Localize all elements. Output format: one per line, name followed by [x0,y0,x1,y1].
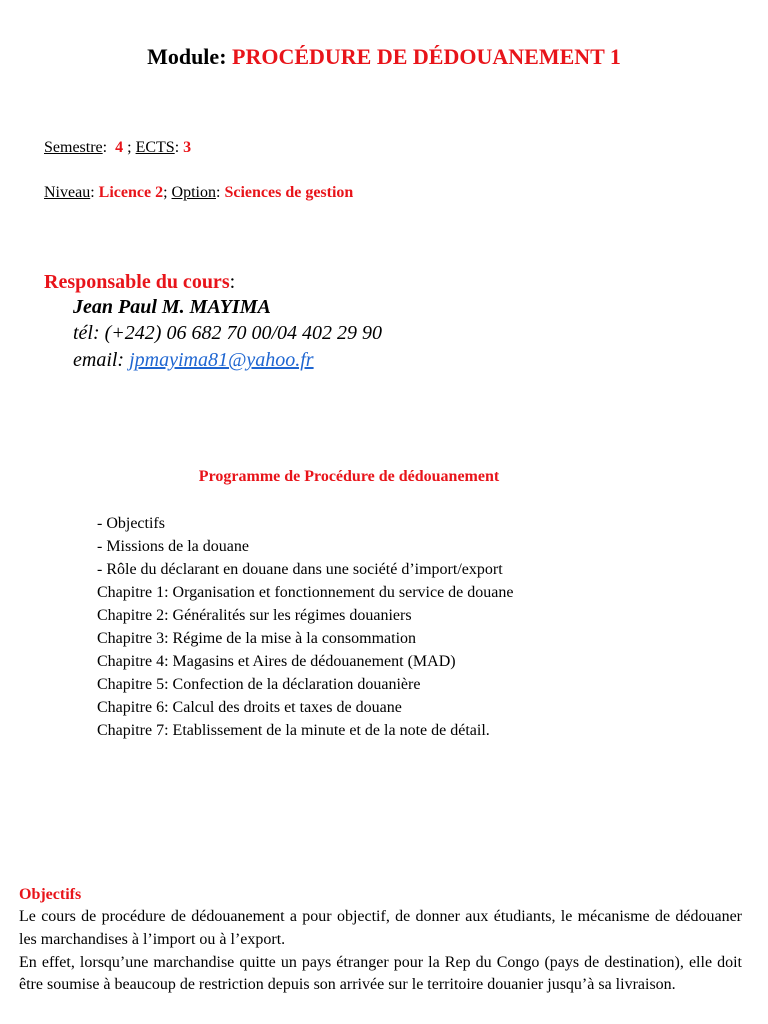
programme-item: Chapitre 1: Organisation et fonctionnement du service de douane [97,584,514,601]
email-link[interactable]: jpmayima81@yahoo.fr [129,349,314,371]
objectifs-text [19,906,742,997]
programme-item: - Rôle du déclarant en douane dans une société d’import/export [97,561,503,578]
programme-item: Chapitre 4: Magasins et Aires de dédouanement (MAD) [97,653,456,670]
niveau-label: Niveau [44,184,91,201]
responsable-heading: Responsable du cours: [44,271,236,293]
objectifs-paragraph: Le cours de procédure de dédouanement a pour objectif, de donner aux étudiants, le mécanisme de dédouaner les marchandises à l’import ou à l’export. [19,908,742,948]
responsable-name: Jean Paul M. MAYIMA [73,296,271,318]
semestre-value: 4 [115,139,124,156]
page-title [0,44,768,70]
responsable-tel: tél: (+242) 06 682 70 00/04 402 29 90 [73,322,383,344]
programme-list [97,514,513,744]
module-separator: : [219,44,233,69]
programme-item: Chapitre 5: Confection de la déclaration douanière [97,676,421,693]
niveau-value: Licence 2 [98,184,164,201]
programme-item: - Objectifs [97,515,165,532]
programme-title: Programme de Procédure de dédouanement [198,468,500,485]
objectifs-paragraph: En effet, lorsqu’une marchandise quitte un pays étranger pour la Rep du Congo (pays de destination), elle doit être soumise à beaucoup de restriction depuis son arrivée sur le territoire douanier jusqu’à sa livraison. [19,953,742,994]
programme-item: - Missions de la douane [97,538,249,555]
programme-item: Chapitre 7: Etablissement de la minute et de la note de détail. [97,722,490,739]
semester-line: Semestre: 4 ; ECTS: 3 [44,139,192,156]
responsable-email-line [73,349,314,372]
level-line: Niveau: Licence 2; Option: Sciences de gestion [44,184,354,201]
ects-value: 3 [183,139,192,156]
programme-item: Chapitre 6: Calcul des droits et taxes de douane [97,699,402,716]
programme-item: Chapitre 2: Généralités sur les régimes douaniers [97,607,412,624]
module-label: Module [147,44,220,69]
objectifs-title: Objectifs [19,886,82,903]
option-value: Sciences de gestion [224,184,354,201]
responsable-title: Responsable du cours [44,271,230,293]
email-label: email: [73,349,130,371]
programme-item: Chapitre 3: Régime de la mise à la consommation [97,630,417,647]
module-title: PROCÉDURE DE DÉDOUANEMENT 1 [232,44,621,69]
option-label: Option [171,184,216,201]
semestre-label: Semestre [44,139,103,156]
ects-label: ECTS [135,139,175,156]
